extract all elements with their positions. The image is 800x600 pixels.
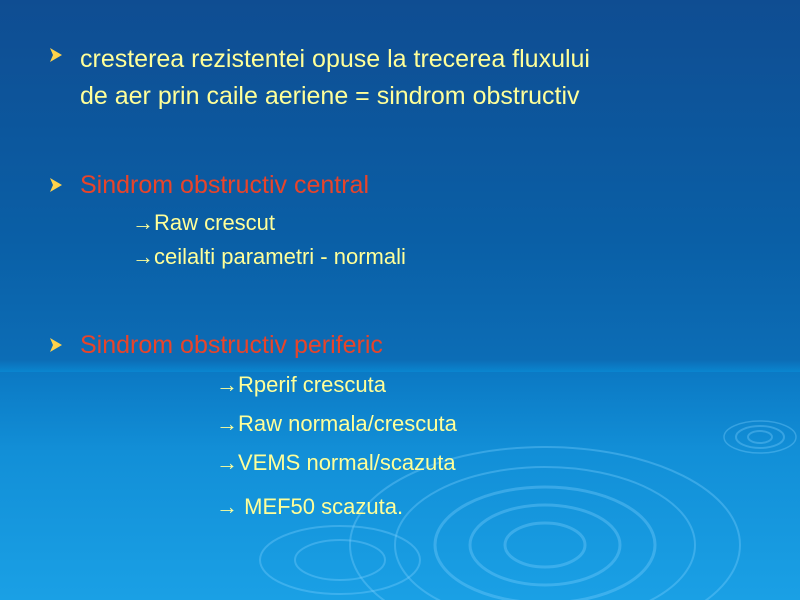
central-syndrome-heading: Sindrom obstructiv central [80, 171, 370, 199]
central-item-raw: →Raw crescut [132, 210, 276, 235]
peripheral-item-mef50: → MEF50 scazuta. [216, 494, 404, 519]
arrow-bullet-icon [50, 48, 62, 62]
bullet-1-line-2: de aer prin caile aeriene = sindrom obstructiv [80, 82, 580, 110]
peripheral-item-raw: →Raw normala/crescuta [216, 411, 457, 436]
peripheral-item-rperif: →Rperif crescuta [216, 372, 386, 397]
arrow-bullet-icon [50, 338, 62, 352]
peripheral-item-vems: →VEMS normal/scazuta [216, 450, 456, 475]
bullet-1-line-1: cresterea rezistentei opuse la trecerea fluxului [80, 45, 590, 73]
central-item-other-params: →ceilalti parametri - normali [132, 244, 406, 269]
arrow-bullet-icon [50, 178, 62, 192]
peripheral-syndrome-heading: Sindrom obstructiv periferic [80, 331, 383, 359]
